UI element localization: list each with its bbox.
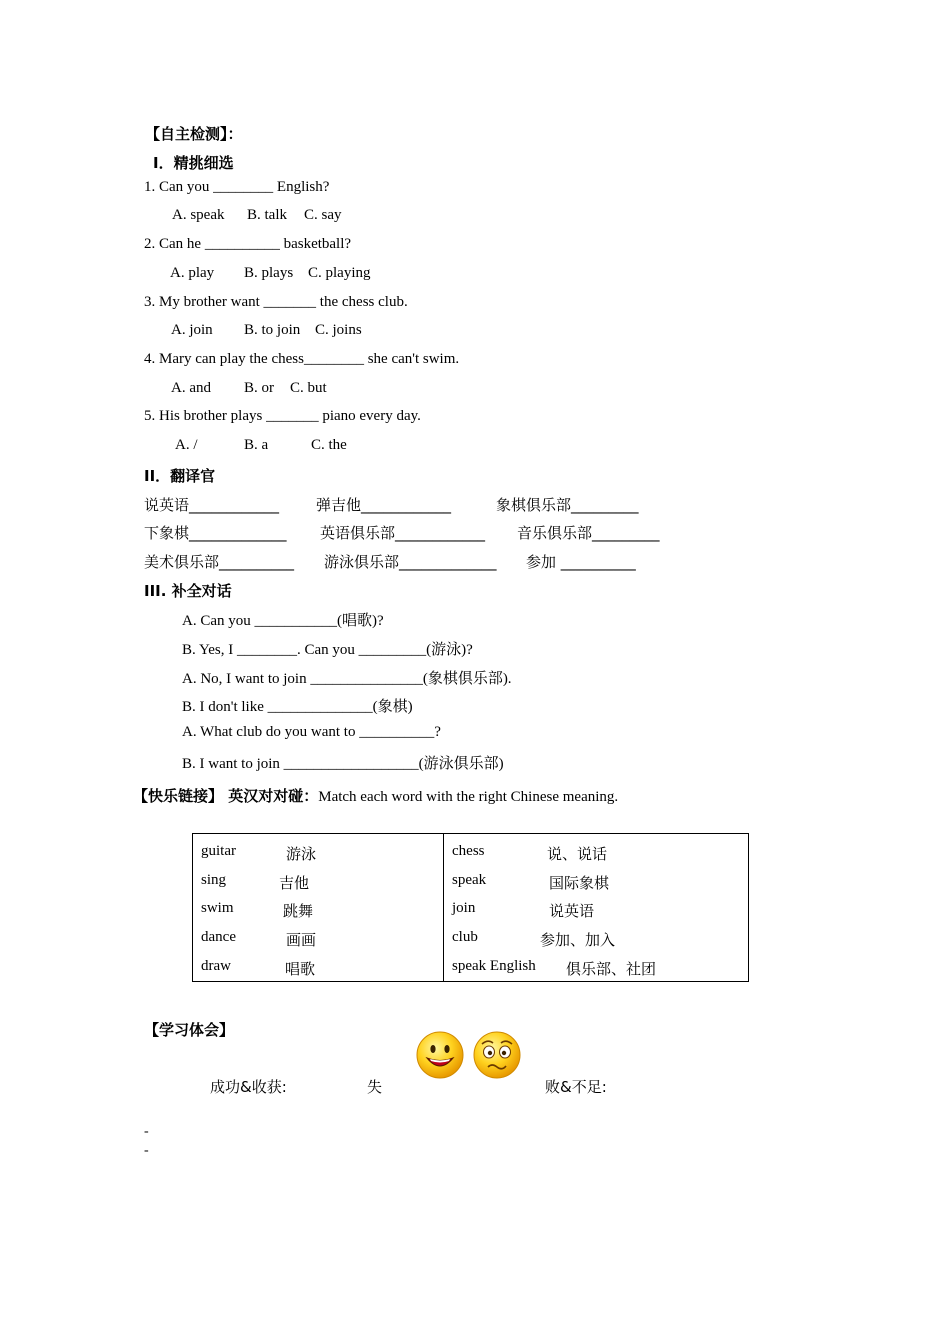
match-meaning: 唱歌 [285, 960, 316, 978]
match-word: speak [452, 872, 487, 888]
match-meaning: 参加、加入 [540, 931, 616, 949]
match-meaning: 吉他 [279, 874, 310, 892]
matching-table [192, 833, 749, 982]
question-1-option-c: C. say [304, 207, 342, 223]
question-3-stem: 3. My brother want _______ the chess club. [144, 294, 408, 310]
question-5-option-a: A. / [175, 437, 198, 453]
translate-item: 参加 __________ [526, 553, 636, 571]
match-meaning: 俱乐部、社团 [566, 960, 657, 978]
question-4-option-a: A. and [171, 380, 211, 396]
match-word: sing [201, 872, 227, 888]
success-label: 成功&收获: [210, 1078, 287, 1096]
question-3-option-a: A. join [171, 322, 213, 338]
question-1-option-a: A. speak [172, 207, 225, 223]
dash-marker: - [144, 1143, 149, 1158]
match-word: chess [452, 843, 485, 859]
translate-item: 弹吉他____________ [316, 496, 452, 514]
translate-item: 说英语____________ [144, 496, 280, 514]
matching-right-column [444, 834, 748, 981]
fail-label-part2: 败&不足: [545, 1078, 607, 1096]
match-meaning: 画画 [286, 931, 317, 949]
dialogue-line: A. No, I want to join _______________(象棋俱乐部). [182, 671, 512, 687]
match-word: speak English [452, 958, 536, 974]
dialogue-line: A. Can you ___________(唱歌)? [182, 613, 384, 629]
matching-left-column [193, 834, 443, 981]
match-word: dance [201, 929, 236, 945]
question-5-option-b: B. a [244, 437, 269, 453]
question-3-option-b: B. to join [244, 322, 301, 338]
dialogue-line: B. I don't like ______________(象棋) [182, 699, 413, 715]
question-4-option-b: B. or [244, 380, 274, 396]
translate-item: 英语俱乐部____________ [320, 524, 486, 542]
part1-title: I．精挑细选 [153, 154, 234, 172]
translate-item: 游泳俱乐部_____________ [324, 553, 497, 571]
match-word: join [452, 900, 476, 916]
happy-link-title: 【快乐链接】 英汉对对碰： [133, 787, 319, 805]
question-4-stem: 4. Mary can play the chess________ she can't swim. [144, 351, 460, 367]
question-2-option-a: A. play [170, 265, 215, 281]
match-word: swim [201, 900, 234, 916]
translate-item: 美术俱乐部__________ [144, 553, 295, 571]
match-meaning: 游泳 [286, 845, 317, 863]
question-1-option-b: B. talk [247, 207, 287, 223]
dialogue-line: A. What club do you want to __________? [182, 724, 441, 740]
happy-face-icon [415, 1030, 465, 1080]
match-word: guitar [201, 843, 236, 859]
happy-link-instruction: Match each word with the right Chinese meaning. [318, 789, 619, 805]
part2-title: II．翻译官 [144, 467, 216, 485]
question-5-option-c: C. the [311, 437, 347, 453]
question-2-stem: 2. Can he __________ basketball? [144, 236, 352, 252]
dialogue-line: B. I want to join __________________(游泳俱乐部) [182, 756, 504, 772]
question-1-stem: 1. Can you ________ English? [144, 179, 330, 195]
happy-link-header [133, 785, 618, 806]
match-meaning: 跳舞 [283, 902, 314, 920]
question-2-option-b: B. plays [244, 265, 294, 281]
question-5-stem: 5. His brother plays _______ piano every day. [144, 408, 421, 424]
worried-face-icon [472, 1030, 522, 1080]
match-meaning: 说、说话 [547, 845, 608, 863]
fail-label-part1: 失 [367, 1078, 383, 1096]
reflection-title: 【学习体会】 [144, 1021, 235, 1039]
part3-title: III. 补全对话 [144, 582, 232, 600]
translate-item: 下象棋_____________ [144, 524, 287, 542]
match-meaning: 说英语 [549, 902, 595, 920]
dialogue-line: B. Yes, I ________. Can you _________(游泳)? [182, 642, 473, 658]
match-word: draw [201, 958, 231, 974]
dash-marker: - [144, 1124, 149, 1139]
translate-item: 象棋俱乐部_________ [496, 496, 639, 514]
question-2-option-c: C. playing [308, 265, 371, 281]
question-4-option-c: C. but [290, 380, 327, 396]
match-word: club [452, 929, 478, 945]
translate-item: 音乐俱乐部_________ [517, 524, 660, 542]
self-check-title: 【自主检测】： [145, 125, 243, 143]
match-meaning: 国际象棋 [549, 874, 610, 892]
question-3-option-c: C. joins [315, 322, 362, 338]
